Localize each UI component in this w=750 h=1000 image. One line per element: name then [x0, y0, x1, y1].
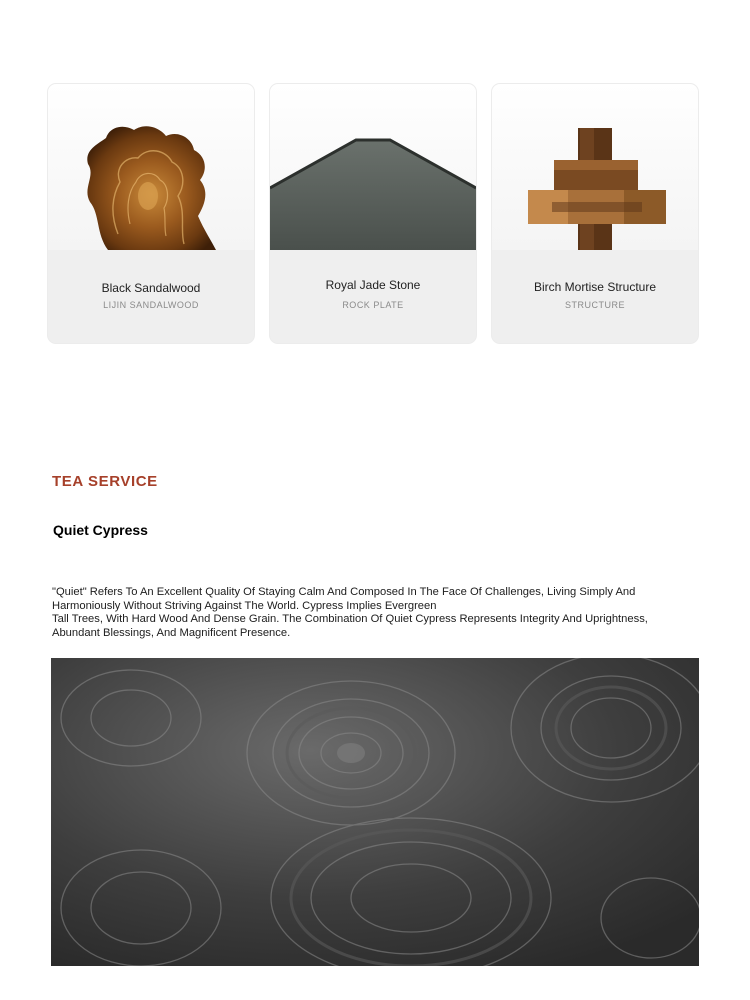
material-subtitle: ROCK PLATE [342, 300, 404, 310]
material-name: Birch Mortise Structure [533, 280, 657, 294]
sandalwood-burl-icon [48, 84, 254, 250]
material-card-birch-mortise-structure[interactable] [492, 84, 698, 343]
section-description [52, 586, 692, 641]
marble-texture-image [51, 658, 699, 966]
material-subtitle: LIJIN SANDALWOOD [103, 300, 199, 310]
wooden-burr-puzzle-icon [492, 84, 698, 250]
description-line: "Quiet" Refers To An Excellent Quality Of Staying Calm And Composed In The Face Of Challenges, Living Simply And Harmoniously Without Striving Against The World. Cypress Implies Evergreen [52, 586, 636, 612]
material-subtitle: STRUCTURE [565, 300, 625, 310]
material-card-black-sandalwood[interactable] [48, 84, 254, 343]
material-name: Black Sandalwood [101, 281, 201, 295]
section-label: TEA SERVICE [52, 473, 158, 490]
material-card-royal-jade-stone[interactable] [270, 84, 476, 343]
description-line: Tall Trees, With Hard Wood And Dense Grain. The Combination Of Quiet Cypress Represents Integrity And Uprightness, Abundant Blessings, And Magnificent Presence. [52, 613, 648, 640]
stone-plate-icon [270, 84, 476, 250]
section-headline: Quiet Cypress [53, 522, 148, 538]
material-name: Royal Jade Stone [325, 278, 421, 292]
